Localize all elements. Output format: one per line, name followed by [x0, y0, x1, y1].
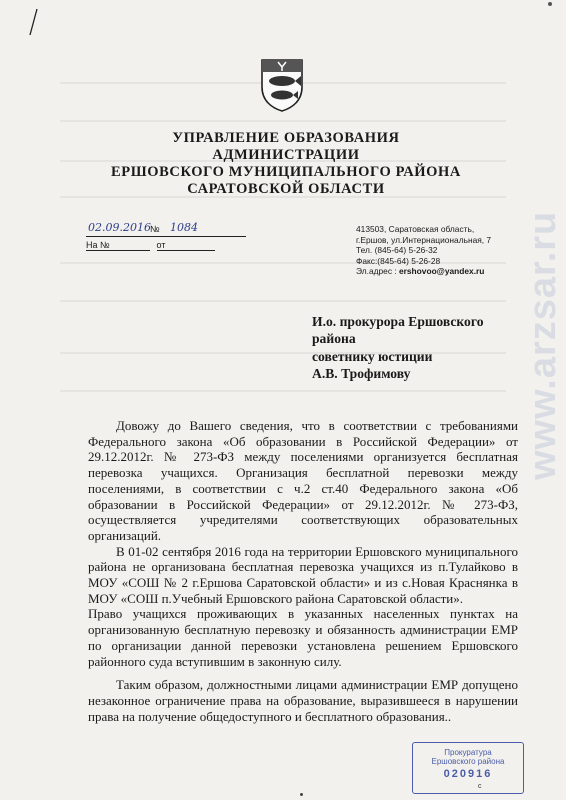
org-line-1: УПРАВЛЕНИЕ ОБРАЗОВАНИЯ — [172, 130, 400, 146]
ink-dot — [300, 793, 303, 796]
recipient-line-4: А.В. Трофимову — [312, 366, 411, 382]
stamp-number: 020916 — [443, 768, 493, 780]
recipient-line-3: советнику юстиции — [312, 348, 433, 364]
address-line-2: г.Ершов, ул.Интернациональная, 7 — [356, 234, 492, 245]
stamp-line-1: Прокуратура — [444, 748, 492, 757]
paragraph-2: В 01-02 сентября 2016 года на территории Ершовского муниципального района не организована бесплатная перевозка учащихся из п.Тулайково в МОУ «СОШ № 2 г.Ершова Саратовской области» и из с.Новая Краснянка в МОУ «СОШ п.Учебный Ершовского района Саратовской области». — [88, 543, 518, 606]
stamp-tick: с — [478, 783, 482, 790]
email-address: ershovoo@yandex.ru — [398, 266, 485, 277]
handwritten-date: 02.09.2016 — [88, 221, 151, 234]
pen-stroke-mark — [28, 8, 38, 36]
punch-dot — [548, 2, 552, 6]
fax: Факс:(845-64) 5-26-28 — [356, 255, 441, 266]
phone: Тел. (845-64) 5-26-32 — [356, 245, 438, 256]
stamp-line-2: Ершовского района — [431, 757, 505, 766]
paragraph-3: Право учащихся проживающих в указанных населенных пунктах на организованную бесплатную перевозку и обязанность администрации ЕМР по организации данной перевозки установлена решением Ершовского районного суда вступившим в законную силу. — [88, 606, 518, 669]
na-label: На № — [86, 240, 150, 251]
recipient-line-1: И.о. прокурора Ершовского — [312, 314, 484, 329]
registration-stamp — [412, 742, 524, 794]
org-line-3: ЕРШОВСКОГО МУНИЦИПАЛЬНОГО РАЙОНА — [111, 164, 461, 180]
letter-body — [88, 418, 518, 724]
number-label: № — [150, 224, 160, 234]
bleed-through-line — [60, 120, 506, 122]
coat-of-arms-icon — [259, 57, 305, 113]
incoming-reference-line — [86, 240, 215, 251]
ot-label: от — [157, 240, 215, 251]
site-watermark: www.arzsar.ru — [522, 210, 564, 480]
email-label: Эл.адрес : — [356, 266, 399, 277]
org-line-4: САРАТОВСКОЙ ОБЛАСТИ — [187, 181, 385, 197]
handwritten-number: 1084 — [170, 221, 198, 234]
organization-header — [96, 130, 476, 198]
paragraph-4: Таким образом, должностными лицами администрации ЕМР допущено незаконное ограничение права на образование, выразившееся в нарушении права на получение общедоступного и бесплатного образования.. — [88, 677, 518, 724]
bleed-through-line — [60, 390, 506, 392]
address-line-1: 413503, Саратовская область, — [356, 224, 475, 234]
bleed-through-line — [60, 300, 506, 302]
recipient-line-2: района — [312, 331, 356, 347]
org-line-2: АДМИНИСТРАЦИИ — [212, 147, 360, 163]
recipient-block — [312, 313, 542, 383]
paragraph-1: Довожу до Вашего сведения, что в соответствии с требованиями Федерального закона «Об образовании в Российской Федерации» от 29.12.2012г. № 273-ФЗ между поселениями организуется бесплатная перевозка учащихся. Организация бесплатной перевозки между поселениями, в соответствии с ч.2 ст.40 Федерального закона «Об образовании в Российской Федерации» от 29.12.2012г. № 273-ФЗ, осуществляется учредителями соответствующих образовательных организаций. — [88, 418, 518, 543]
